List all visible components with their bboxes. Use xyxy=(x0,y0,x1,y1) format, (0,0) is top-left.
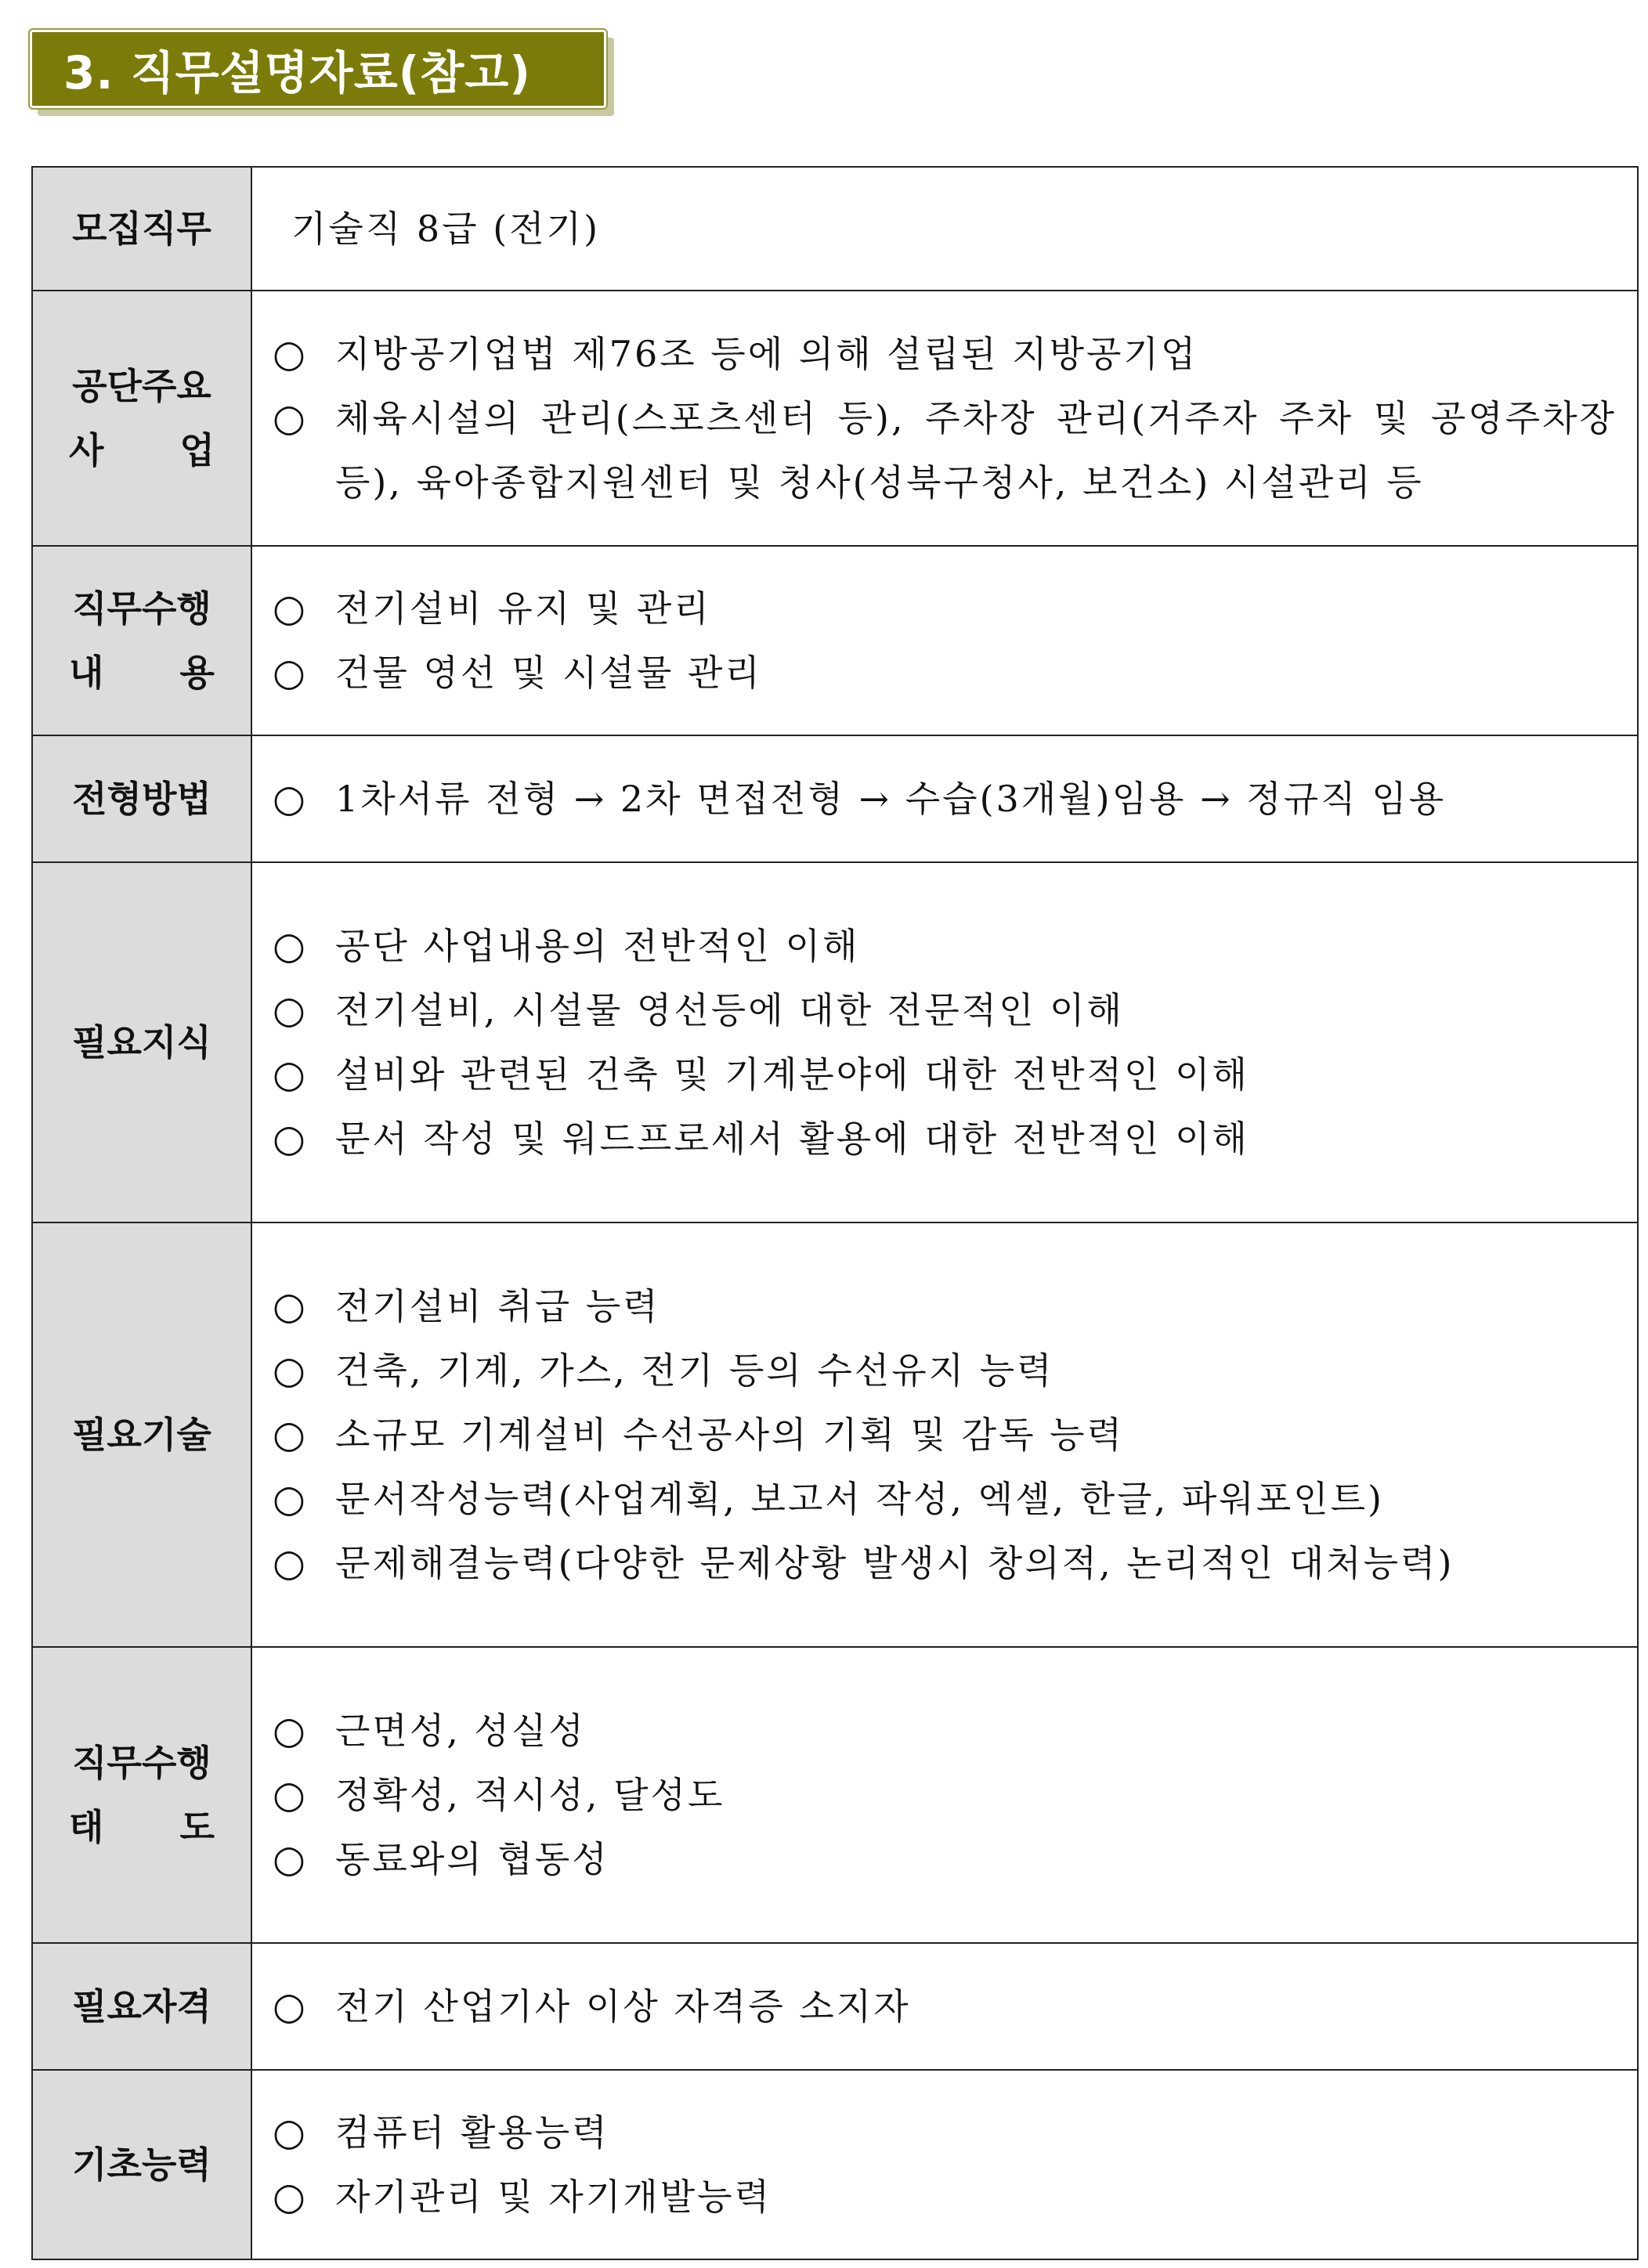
main-business-content xyxy=(251,291,1638,546)
circle-bullet-icon: ○ xyxy=(273,2175,308,2219)
circle-bullet-icon: ○ xyxy=(273,1284,308,1328)
circle-bullet-icon: ○ xyxy=(273,2111,308,2154)
list-item xyxy=(273,1403,1617,1467)
row-label-line: 사 업 xyxy=(69,429,215,471)
required-skills-content xyxy=(251,1222,1638,1647)
circle-bullet-icon: ○ xyxy=(273,1413,308,1457)
required-qualification-content xyxy=(251,1943,1638,2070)
table-row-required-qualification xyxy=(32,1943,1638,2070)
circle-bullet-icon: ○ xyxy=(273,1477,308,1521)
item-text: 1차서류 전형 → 2차 면접전형 → 수습(3개월)임용 → 정규직 임용 xyxy=(335,778,1447,820)
item-text: 지방공기업법 제76조 등에 의해 설립된 지방공기업 xyxy=(335,333,1198,375)
item-text: 설비와 관련된 건축 및 기계분야에 대한 전반적인 이해 xyxy=(335,1053,1249,1096)
row-label-line: 모집직무 xyxy=(72,208,211,250)
list-item xyxy=(273,576,1617,641)
list-item xyxy=(273,2100,1617,2165)
list-item xyxy=(273,386,1617,515)
item-text: 컴퓨터 활용능력 xyxy=(335,2111,609,2154)
table-row-basic-ability xyxy=(32,2070,1638,2259)
required-knowledge-content xyxy=(251,862,1638,1222)
list-item xyxy=(273,1274,1617,1338)
section-title: 3. 직무설명자료(참고) xyxy=(30,30,606,108)
row-label-line: 필요자격 xyxy=(72,1985,211,2028)
item-text: 건물 영선 및 시설물 관리 xyxy=(335,652,762,694)
item-text: 공단 사업내용의 전반적인 이해 xyxy=(335,925,860,967)
row-label xyxy=(32,291,251,546)
row-label-line: 내 용 xyxy=(69,652,215,694)
list-item xyxy=(273,978,1617,1042)
row-label xyxy=(32,167,251,291)
circle-bullet-icon: ○ xyxy=(273,651,308,695)
circle-bullet-icon: ○ xyxy=(273,1117,308,1161)
circle-bullet-icon: ○ xyxy=(273,1837,308,1881)
list-item xyxy=(273,641,1617,705)
row-label-line: 필요지식 xyxy=(72,1021,211,1064)
row-label xyxy=(32,1222,251,1647)
row-label-line: 직무수행 xyxy=(72,1742,211,1784)
section-title-badge xyxy=(30,30,609,119)
item-text: 문서 작성 및 워드프로세서 활용에 대한 전반적인 이해 xyxy=(335,1118,1249,1160)
item-text: 전기설비, 시설물 영선등에 대한 전문적인 이해 xyxy=(335,989,1125,1031)
item-text: 문서작성능력(사업계획, 보고서 작성, 엑셀, 한글, 파워포인트) xyxy=(335,1478,1384,1520)
list-item xyxy=(273,1338,1617,1403)
selection-method-content xyxy=(251,735,1638,862)
list-item xyxy=(273,1042,1617,1107)
table-row-required-knowledge xyxy=(32,862,1638,1222)
duty-content-content xyxy=(251,546,1638,735)
list-item xyxy=(273,1699,1617,1763)
circle-bullet-icon: ○ xyxy=(273,587,308,630)
item-text: 동료와의 협동성 xyxy=(335,1838,609,1880)
recruit-position-value: 기술직 8급 (전기) xyxy=(251,167,1638,291)
list-item xyxy=(273,767,1617,831)
table-row-duty-content xyxy=(32,546,1638,735)
table-row-main-business xyxy=(32,291,1638,546)
circle-bullet-icon: ○ xyxy=(273,924,308,968)
item-text: 전기 산업기사 이상 자격증 소지자 xyxy=(335,1985,911,2028)
item-text: 근면성, 성실성 xyxy=(335,1710,586,1752)
row-label-line: 기초능력 xyxy=(72,2143,211,2186)
list-item xyxy=(273,1467,1617,1531)
item-text: 정확성, 적시성, 달성도 xyxy=(335,1774,725,1816)
basic-ability-content xyxy=(251,2070,1638,2259)
item-text: 전기설비 유지 및 관리 xyxy=(335,587,711,630)
row-label xyxy=(32,546,251,735)
circle-bullet-icon: ○ xyxy=(273,1984,308,2028)
row-label-line: 공단주요 xyxy=(72,365,211,407)
item-text: 자기관리 및 자기개발능력 xyxy=(335,2176,772,2218)
list-item xyxy=(273,2165,1617,2229)
circle-bullet-icon: ○ xyxy=(273,988,308,1032)
row-label xyxy=(32,1943,251,2070)
circle-bullet-icon: ○ xyxy=(273,1053,308,1096)
row-label xyxy=(32,2070,251,2259)
list-item xyxy=(273,1531,1617,1595)
list-item xyxy=(273,1107,1617,1171)
table-row-recruit-position xyxy=(32,167,1638,291)
item-text: 문제해결능력(다양한 문제상황 발생시 창의적, 논리적인 대처능력) xyxy=(335,1542,1455,1584)
circle-bullet-icon: ○ xyxy=(273,777,308,821)
circle-bullet-icon: ○ xyxy=(273,1349,308,1392)
row-label-line: 전형방법 xyxy=(72,778,211,820)
job-description-table xyxy=(31,166,1639,2260)
list-item xyxy=(273,322,1617,386)
row-label-line: 필요기술 xyxy=(72,1414,211,1456)
item-text: 전기설비 취급 능력 xyxy=(335,1285,660,1327)
item-text: 소규모 기계설비 수선공사의 기획 및 감독 능력 xyxy=(335,1414,1125,1456)
row-label xyxy=(32,862,251,1222)
row-label xyxy=(32,1647,251,1943)
circle-bullet-icon: ○ xyxy=(273,1773,308,1817)
list-item xyxy=(273,1974,1617,2039)
circle-bullet-icon: ○ xyxy=(273,332,308,376)
row-label-line: 태 도 xyxy=(69,1806,215,1848)
list-item xyxy=(273,914,1617,978)
circle-bullet-icon: ○ xyxy=(273,1541,308,1585)
table-row-required-skills xyxy=(32,1222,1638,1647)
item-text: 체육시설의 관리(스포츠센터 등), 주차장 관리(거주자 주차 및 공영주차장 등), 육아종합지원센터 및 청사(성북구청사, 보건소) 시설관리 등 xyxy=(335,397,1617,504)
item-text: 건축, 기계, 가스, 전기 등의 수선유지 능력 xyxy=(335,1349,1054,1392)
table-row-duty-attitude xyxy=(32,1647,1638,1943)
list-item xyxy=(273,1763,1617,1827)
table-row-selection-method xyxy=(32,735,1638,862)
row-label-line: 직무수행 xyxy=(72,587,211,630)
row-label xyxy=(32,735,251,862)
circle-bullet-icon: ○ xyxy=(273,1709,308,1753)
duty-attitude-content xyxy=(251,1647,1638,1943)
circle-bullet-icon: ○ xyxy=(273,396,308,440)
list-item xyxy=(273,1827,1617,1891)
